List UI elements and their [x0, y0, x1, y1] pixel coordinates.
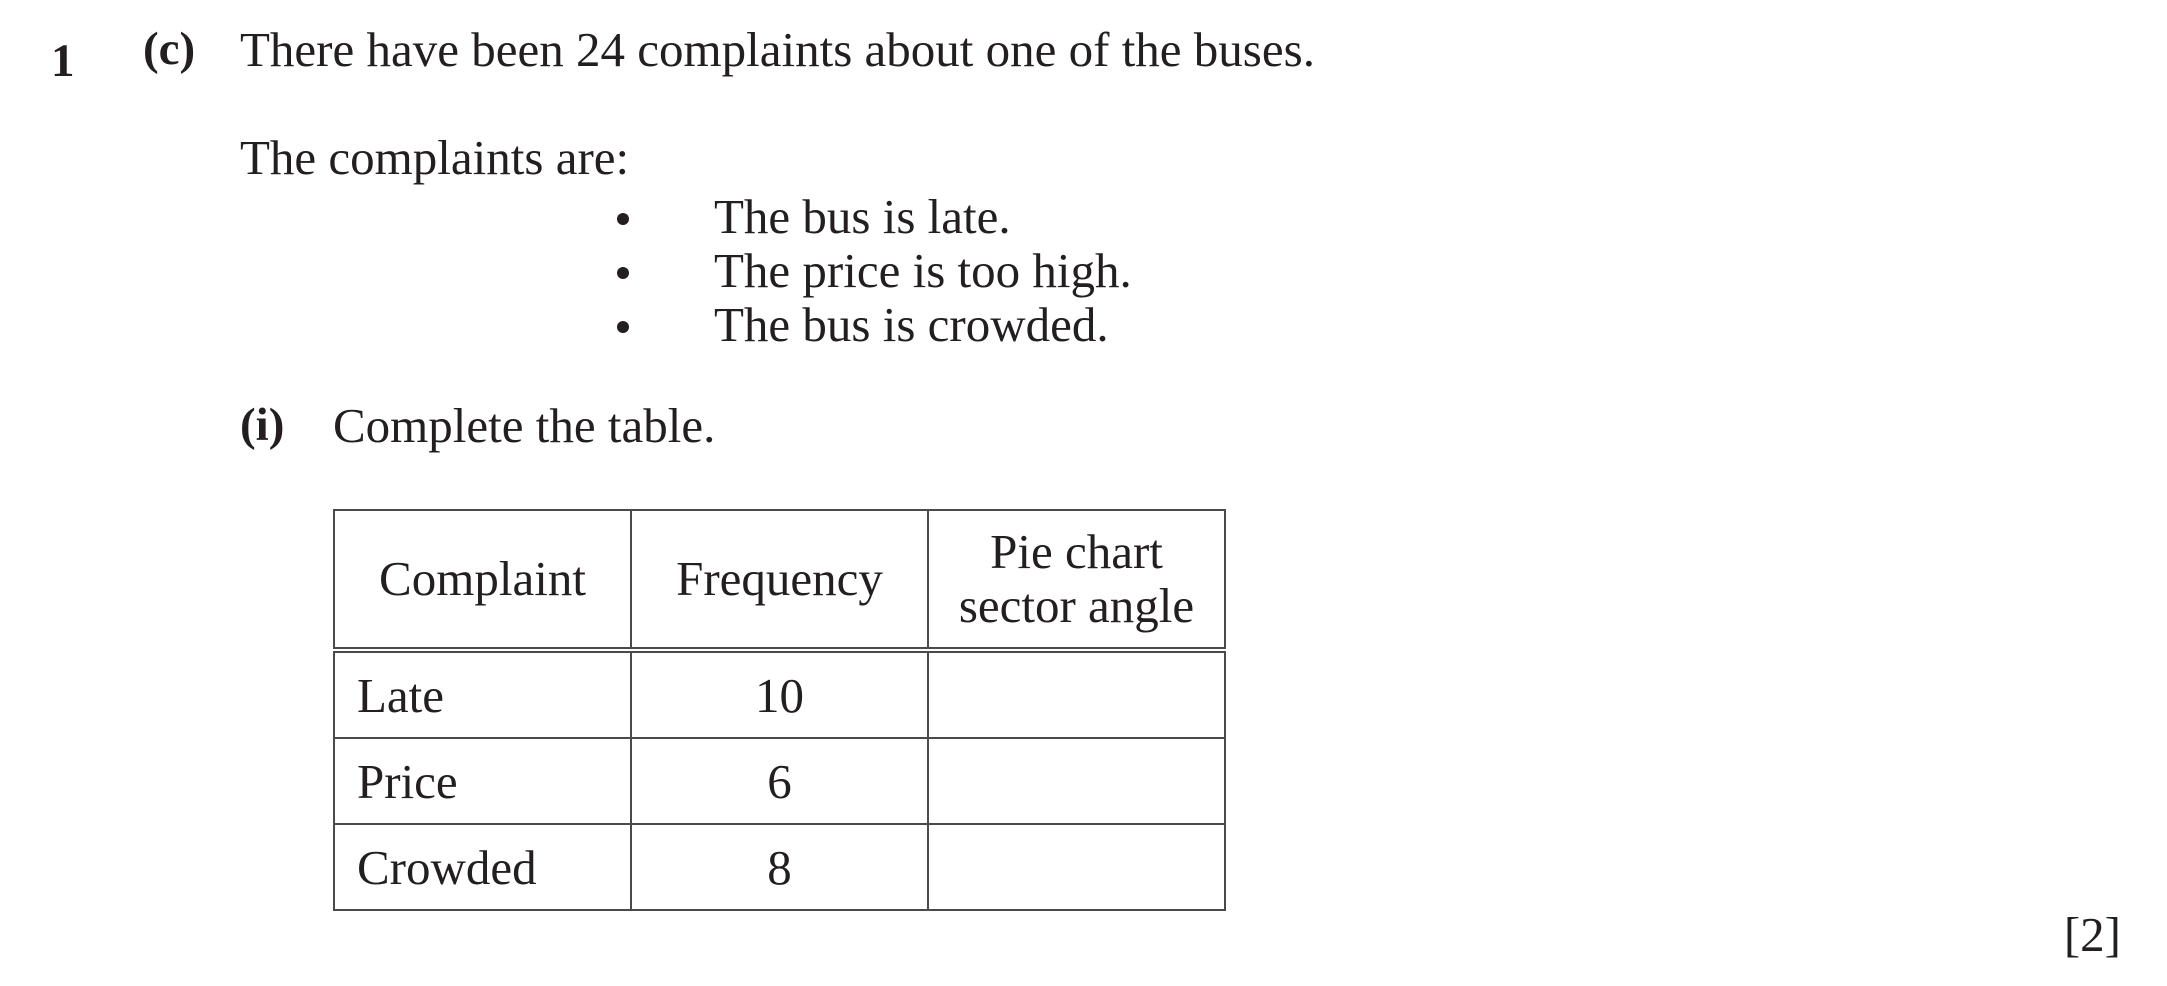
complaint-text: The bus is crowded. [714, 297, 1109, 352]
complaints-heading: The complaints are: [240, 130, 630, 185]
complaint-text: The bus is late. [714, 189, 1011, 244]
header-sector-angle: Pie chart sector angle [928, 510, 1225, 650]
frequency-cell: 10 [631, 650, 928, 738]
question-part-label: (c) [143, 23, 196, 75]
table-header-row [334, 510, 1225, 650]
question-number: 1 [51, 35, 75, 87]
bullet-icon [617, 267, 629, 279]
frequency-cell: 8 [631, 824, 928, 910]
angle-answer-cell[interactable] [928, 824, 1225, 910]
complaint-cell: Late [334, 650, 631, 738]
frequency-cell: 6 [631, 738, 928, 824]
table-row [334, 824, 1225, 910]
bullet-icon [617, 321, 629, 333]
instruction-text: Complete the table. [333, 398, 716, 453]
table-row [334, 738, 1225, 824]
subpart-label: (i) [240, 399, 285, 451]
question-intro: There have been 24 complaints about one of the buses. [240, 22, 1315, 77]
angle-answer-cell[interactable] [928, 650, 1225, 738]
frequency-table [333, 509, 1226, 911]
complaint-cell: Price [334, 738, 631, 824]
complaint-cell: Crowded [334, 824, 631, 910]
angle-answer-cell[interactable] [928, 738, 1225, 824]
header-complaint: Complaint [334, 510, 631, 650]
header-frequency: Frequency [631, 510, 928, 650]
complaint-text: The price is too high. [714, 243, 1132, 298]
bullet-icon [617, 213, 629, 225]
table-row [334, 650, 1225, 738]
marks-label: [2] [2063, 907, 2121, 962]
